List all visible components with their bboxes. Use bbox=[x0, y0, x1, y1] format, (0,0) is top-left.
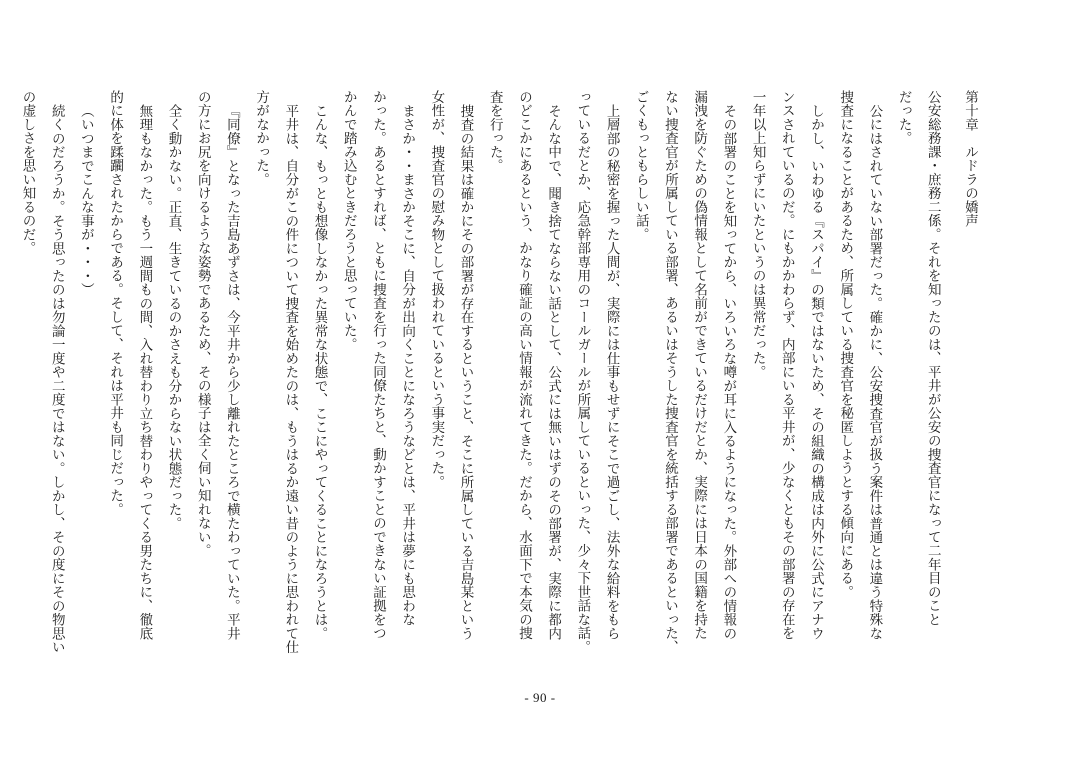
text-line: まさか・・まさかそこに、自分が出向くことになろうなどとは、平井は夢にも思わな bbox=[399, 103, 416, 626]
text-line: 『同僚』となった吉島あずさは、今平井から少し離れたところで横たわっていた。平井 bbox=[223, 103, 240, 640]
text-line: そんな中で、聞き捨てならない話として、公式には無いはずのその部署が、実際に都内 bbox=[545, 103, 562, 640]
text-line: だった。 bbox=[895, 90, 912, 145]
chapter-title: 第十章 ルドラの嬌声 bbox=[962, 90, 978, 228]
text-line: 捜査になることがあるため、所属している捜査官を秘匿しようとする傾向にある。 bbox=[837, 90, 854, 599]
text-line: 公にはされていない部署だった。確かに、公安捜査官が扱う案件は普通とは違う特殊な bbox=[866, 103, 883, 640]
text-line: の方にお尻を向けるような姿勢であるため、その様子は全く伺い知れない。 bbox=[194, 90, 211, 558]
text-line: のどこかにあるという、かなり確証の高い情報が流れてきた。だから、水面下で本気の捜 bbox=[515, 90, 532, 640]
text-line: かんで踏み込むときだろうと思っていた。 bbox=[340, 90, 357, 352]
text-line: 女性が、捜査官の慰み物として扱われているという事実だった。 bbox=[428, 90, 445, 489]
text-line: 一年以上知らずにいたというのは異常だった。 bbox=[749, 90, 766, 379]
text-line: 上層部の秘密を握った人間が、実際には仕事もせずにそこで過ごし、法外な給料をもら bbox=[603, 103, 620, 640]
text-line: の虚しさを思い知るのだ。 bbox=[19, 90, 36, 255]
text-line: しかし、いわゆる『スパイ』の類ではないため、その組織の構成は内外に公式にアナウ bbox=[807, 103, 824, 640]
text-line: っているだとか、応急幹部専用のコールガールが所属しているといった、少々下世話な話。 bbox=[574, 90, 591, 654]
text-line: かった。あるとすれば、ともに捜査を行った同僚たちと、動かすことのできない証拠をつ bbox=[369, 90, 386, 640]
text-line: こんな、もっとも想像しなかった異常な状態で、ここにやってくることになろうとは。 bbox=[311, 103, 328, 640]
vertical-body-text bbox=[12, 90, 984, 680]
text-line: その部署のことを知ってから、いろいろな噂が耳に入るようになった。外部への情報の bbox=[720, 103, 737, 640]
text-line: 漏洩を防ぐための偽情報として名前ができているだけだとか、実際には日本の国籍を持た bbox=[691, 90, 708, 640]
text-line: ごくもっともらしい話。 bbox=[632, 90, 649, 242]
text-line: 続くのだろうか。そう思ったのは勿論一度や二度ではない。しかし、その度にその物思い bbox=[48, 103, 65, 654]
text-line: 捜査の結果は確かにその部署が存在するということ、そこに所属している吉島某という bbox=[457, 103, 474, 640]
text-line: 公安総務課・庶務二係。それを知ったのは、平井が公安の捜査官になって二年目のこと bbox=[924, 90, 941, 627]
page-number: - 90 - bbox=[524, 690, 556, 705]
text-line: ンスされているのだ。にもかかわらず、内部にいる平井が、少なくともその部署の存在を bbox=[778, 90, 795, 640]
text-line: 全く動かない。正直、生きているのかさえも分からない状態だった。 bbox=[165, 103, 182, 530]
text-line: ない捜査官が所属している部署、あるいはそうした捜査官を統括する部署であるといった、 bbox=[661, 90, 678, 654]
text-line: 方がなかった。 bbox=[253, 90, 270, 187]
text-line: 的に体を蹂躙されたからである。そして、それは平井も同じだった。 bbox=[107, 90, 124, 517]
text-line: （いつまでこんな事が・・・） bbox=[77, 103, 94, 296]
text-line: 査を行った。 bbox=[486, 90, 503, 173]
text-line: 平井は、自分がこの件について捜査を始めたのは、もうはるか遠い昔のように思われて仕 bbox=[282, 103, 299, 654]
text-line: 無理もなかった。もう一週間もの間、入れ替わり立ち替わりやってくる男たちに、徹底 bbox=[136, 103, 153, 640]
